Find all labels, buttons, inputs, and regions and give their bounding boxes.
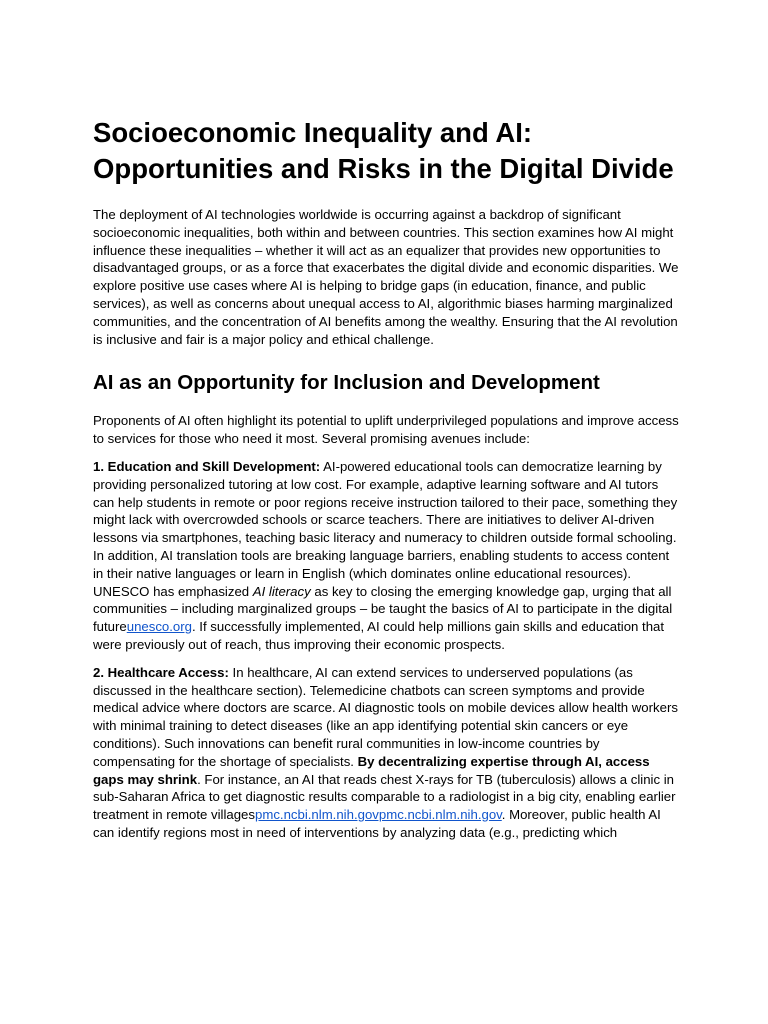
ai-literacy-emphasis: AI literacy xyxy=(252,583,311,599)
document-title: Socioeconomic Inequality and AI: Opportunities and Risks in the Digital Divide xyxy=(93,117,674,184)
intro-paragraph: The deployment of AI technologies worldwide is occurring against a backdrop of significant socioeconomic inequalities, both within and between countries. This section examines how AI might influence these inequalities – whether it will act as an equalizer that provides new opportunities to disadvantaged groups, or as a force that exacerbates the digital divide and economic disparities. We explore positive use cases where AI is helping to bridge gaps (in education, finance, and public services), as well as concerns about unequal access to AI, algorithmic biases harming marginalized communities, and the concentration of AI benefits among the wealthy. Ensuring that the AI revolution is inclusive and fair is a major policy and ethical challenge. xyxy=(93,207,679,347)
healthcare-paragraph xyxy=(93,664,683,842)
education-label: 1. Education and Skill Development: xyxy=(93,458,321,474)
healthcare-text-a: In healthcare, AI can extend services to underserved populations (as discussed in the healthcare section). Telemedicine chatbots can screen symptoms and provide medical advice where doctors are scarce. AI diagnostic tools on mobile devices allow health workers with minimal training to detect diseases (like an app identifying potential skin cancers or eye conditions). Such innovations can benefit rural communities in low-income countries by compensating for the shortage of specialists. xyxy=(93,664,678,769)
education-paragraph xyxy=(93,458,683,654)
healthcare-label: 2. Healthcare Access: xyxy=(93,664,229,680)
healthcare-text-c: . Moreover, public health AI can identify regions most in need of interventions by analyzing data (e.g., predicting which xyxy=(93,807,661,840)
unesco-link[interactable]: unesco.org xyxy=(126,619,192,635)
pmc-link[interactable]: pmc.ncbi.nlm.nih.govpmc.ncbi.nlm.nih.gov xyxy=(255,807,502,823)
healthcare-text-b: . For instance, an AI that reads chest X-rays for TB (tuberculosis) allows a clinic in sub-Saharan Africa to get diagnostic results comparable to a radiologist in a big city, enabling earlier treatment in remote villages xyxy=(93,771,676,823)
section-heading: AI as an Opportunity for Inclusion and Development xyxy=(93,371,600,395)
education-text-a: AI-powered educational tools can democratize learning by providing personalized tutoring at low cost. For example, adaptive learning software and AI tutors can help students in remote or poor regions receive instruction tailored to their pace, something they might lack with overcrowded schools or scarce teachers. There are initiatives to deliver AI-driven lessons via smartphones, teaching basic literacy and numeracy to children outside formal schooling. In addition, AI translation tools are breaking language barriers, enabling students to access content in their native languages or learn in English (which dominates online educational resources). UNESCO has emphasized xyxy=(93,458,678,599)
document-page xyxy=(93,115,683,852)
education-text-c: . If successfully implemented, AI could help millions gain skills and education that were previously out of reach, thus improving their economic prospects. xyxy=(93,619,665,652)
healthcare-bold-emphasis: By decentralizing expertise through AI, access gaps may shrink xyxy=(93,753,650,787)
education-text-b: as key to closing the emerging knowledge gap, urging that all communities – including marginalized groups – be taught the basics of AI to participate in the digital future xyxy=(93,583,673,635)
section-intro-paragraph: Proponents of AI often highlight its potential to uplift underprivileged populations and improve access to services for those who need it most. Several promising avenues include: xyxy=(93,413,679,447)
